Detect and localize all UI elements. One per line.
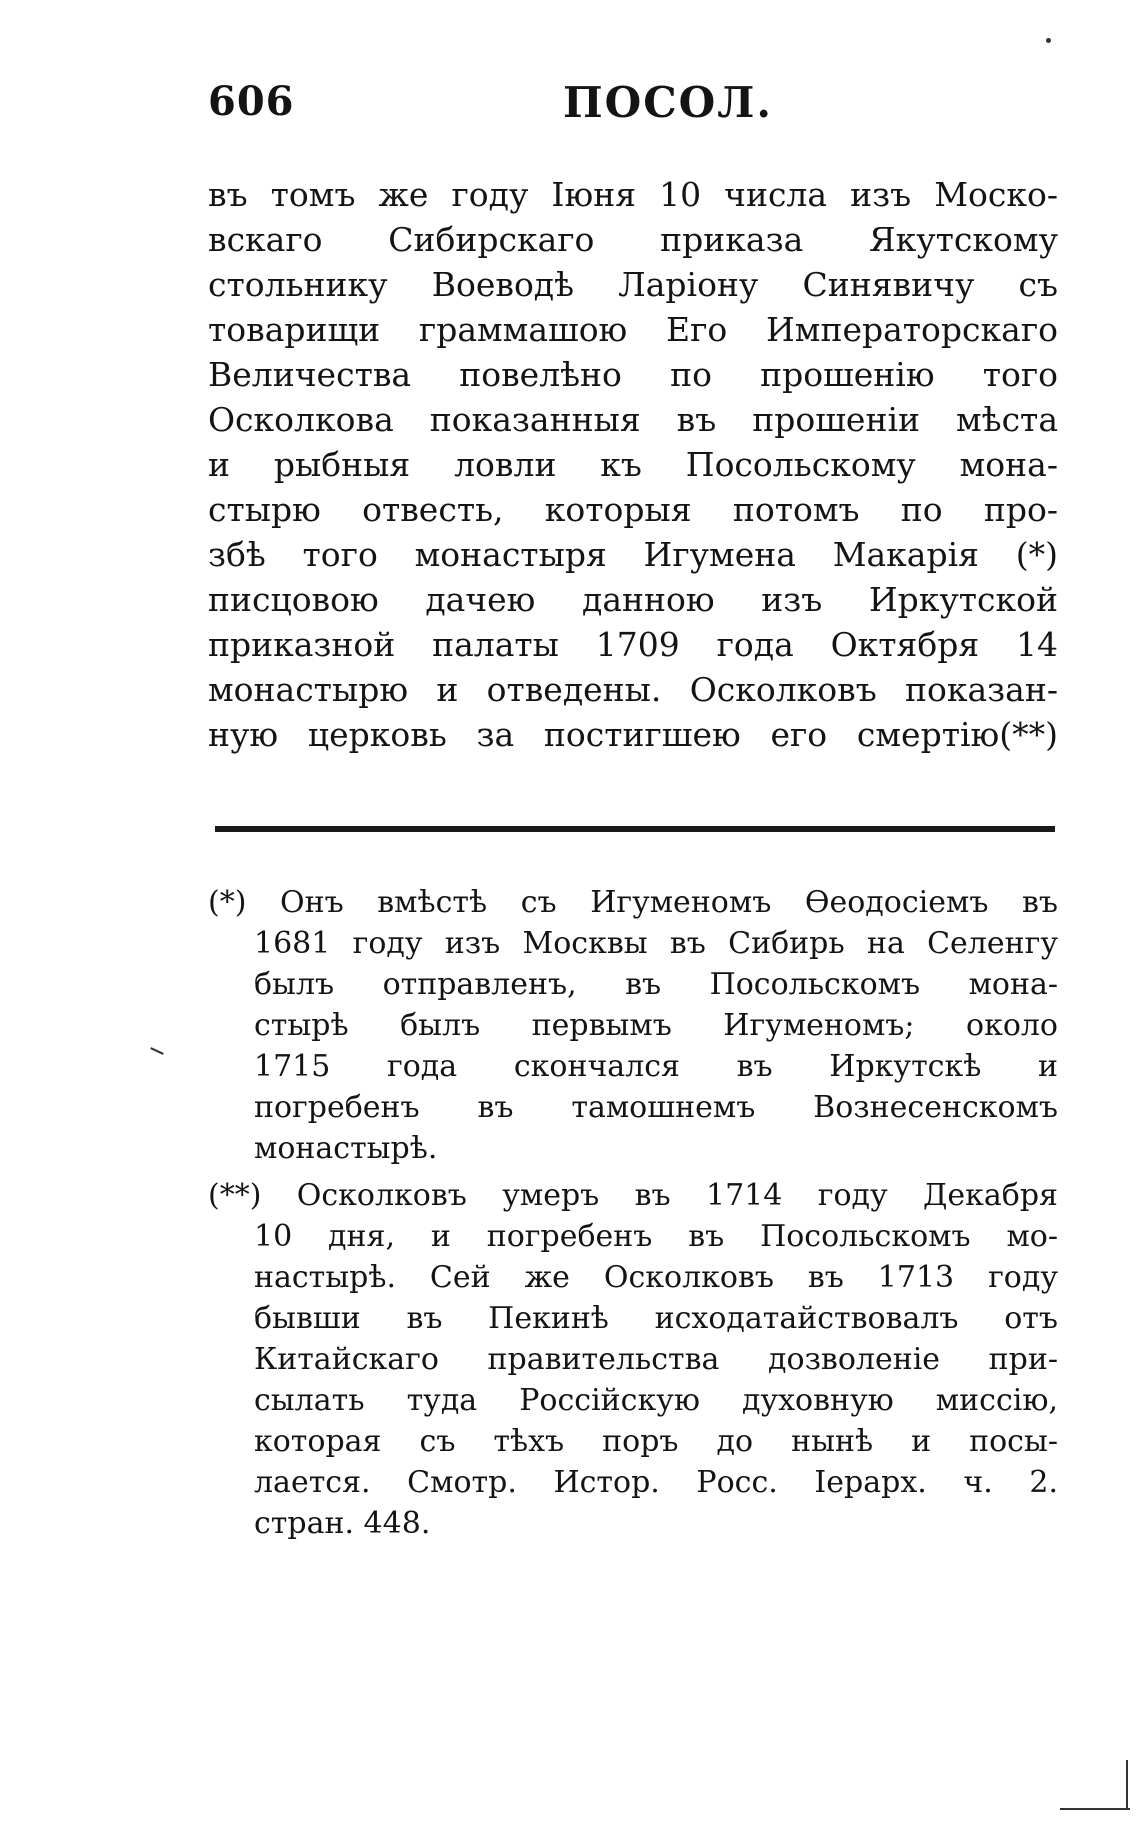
text-line: вскаго Сибирскаго приказа Якутскому bbox=[208, 220, 1058, 259]
footnote-line: былъ отправленъ, въ Посольскомъ мона- bbox=[254, 967, 1058, 1002]
footnotes bbox=[208, 882, 1058, 1544]
text-line: товарищи граммашою Его Императорскаго bbox=[208, 310, 1058, 349]
scan-speck bbox=[1126, 1760, 1128, 1808]
text-line: Осколкова показанныя въ прошеніи мѣста bbox=[208, 400, 1058, 439]
page-header bbox=[208, 78, 1048, 138]
footnote-line: стырѣ былъ первымъ Игуменомъ; около bbox=[254, 1008, 1058, 1043]
footnote-line: (**) Осколковъ умеръ въ 1714 году Декабря bbox=[208, 1178, 1058, 1213]
text-line: въ томъ же году Іюня 10 числа изъ Моско- bbox=[208, 175, 1058, 214]
footnote-line: настырѣ. Сей же Осколковъ въ 1713 году bbox=[254, 1260, 1058, 1295]
footnote-line: лается. Смотр. Истор. Росс. Іерарх. ч. 2. bbox=[254, 1465, 1058, 1500]
text-line: Величества повелѣно по прошенію того bbox=[208, 355, 1058, 394]
text-line: ную церковь за постигшею его смертію(**) bbox=[208, 715, 1058, 754]
running-title: ПОСОЛ. bbox=[563, 78, 774, 127]
text-line: збѣ того монастыря Игумена Макарія (*) bbox=[208, 535, 1058, 574]
text-line: стольнику Воеводѣ Ларіону Синявичу съ bbox=[208, 265, 1058, 304]
text-line: приказной палаты 1709 года Октября 14 bbox=[208, 625, 1058, 664]
footnote-line: стран. 448. bbox=[254, 1506, 431, 1541]
text-line: и рыбныя ловли къ Посольскому мона- bbox=[208, 445, 1058, 484]
footnote-line: сылать туда Россійскую духовную миссію, bbox=[254, 1383, 1058, 1418]
footnote-line: (*) Онъ вмѣстѣ съ Игуменомъ Ѳеодосіемъ въ bbox=[208, 885, 1058, 920]
footnote-1 bbox=[208, 882, 1058, 1169]
text-line: монастырю и отведены. Осколковъ показан- bbox=[208, 670, 1058, 709]
text-line: стырю отвесть, которыя потомъ по про- bbox=[208, 490, 1058, 529]
footnote-2 bbox=[208, 1175, 1058, 1544]
footnote-line: которая съ тѣхъ поръ до нынѣ и посы- bbox=[254, 1424, 1058, 1459]
footnote-line: 1715 года скончался въ Иркутскѣ и bbox=[254, 1049, 1058, 1084]
footnote-line: 1681 году изъ Москвы въ Сибирь на Селенгу bbox=[254, 926, 1058, 961]
text-line: писцовою дачею данною изъ Иркутской bbox=[208, 580, 1058, 619]
footnote-line: Китайскаго правительства дозволеніе при- bbox=[254, 1342, 1058, 1377]
scan-speck bbox=[150, 1047, 164, 1055]
footnote-line: 10 дня, и погребенъ въ Посольскомъ мо- bbox=[254, 1219, 1058, 1254]
scan-speck bbox=[1060, 1808, 1130, 1810]
main-text bbox=[208, 172, 1058, 757]
page-number: 606 bbox=[208, 78, 295, 125]
footnote-line: монастырѣ. bbox=[254, 1131, 438, 1166]
scan-speck bbox=[1046, 38, 1051, 43]
footnote-line: бывши въ Пекинѣ исходатайствовалъ отъ bbox=[254, 1301, 1058, 1336]
footnote-separator-rule bbox=[215, 826, 1055, 832]
footnote-line: погребенъ въ тамошнемъ Вознесенскомъ bbox=[254, 1090, 1058, 1125]
